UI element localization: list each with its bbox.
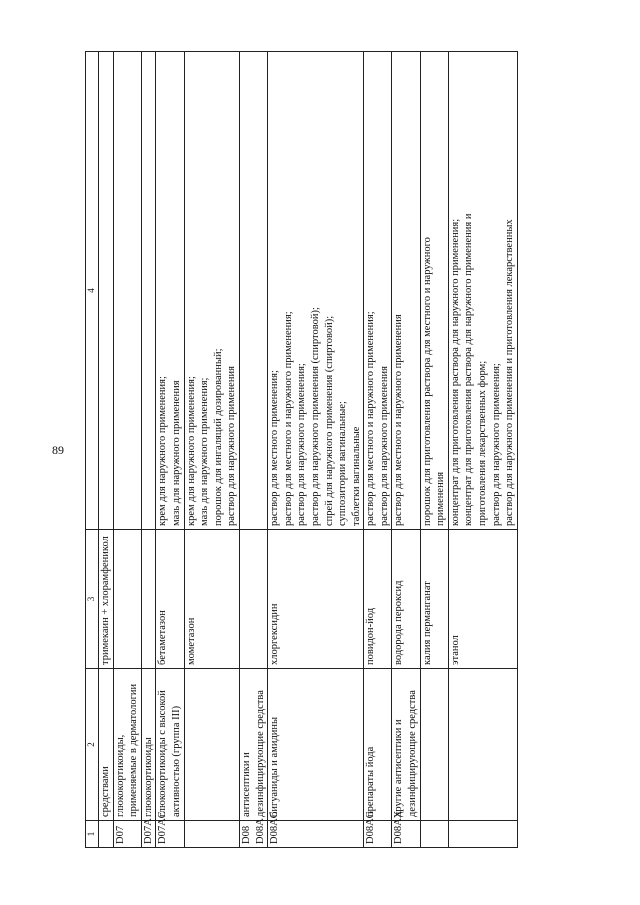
table-row xyxy=(268,52,364,848)
drug-name-cell xyxy=(239,530,267,669)
rotated-table-container xyxy=(85,58,525,848)
dosage-forms-cell xyxy=(392,52,420,530)
table-row xyxy=(448,52,517,848)
atc-code-cell: D07 xyxy=(113,821,141,848)
atc-code-cell: D08AG xyxy=(364,821,392,848)
group-cell xyxy=(184,669,239,821)
drug-name-cell: тримекаин + хлорамфеникол xyxy=(99,530,114,669)
drug-name-cell: хлоргексидин xyxy=(268,530,364,669)
table-row xyxy=(156,52,184,848)
dosage-forms-cell xyxy=(239,52,267,530)
atc-code-cell: D08 D08A xyxy=(239,821,267,848)
group-cell: другие антисептики и дезинфицирующие средства xyxy=(392,669,420,821)
drug-name-cell xyxy=(141,530,156,669)
dosage-forms-cell xyxy=(156,52,184,530)
table-row xyxy=(141,52,156,848)
dosage-forms-cell xyxy=(448,52,517,530)
group-cell: глюкокортикоиды xyxy=(141,669,156,821)
drug-name-cell: этанол xyxy=(448,530,517,669)
column-header-2: 2 xyxy=(86,669,99,821)
drug-table xyxy=(85,51,518,848)
table-row xyxy=(113,52,141,848)
dosage-form-line: крем для наружного применения; мазь для наружного применения xyxy=(157,376,182,526)
atc-code-cell xyxy=(184,821,239,848)
group-cell: препараты йода xyxy=(364,669,392,821)
group-cell: антисептики и дезинфицирующие средства xyxy=(239,669,267,821)
group-cell: бигуаниды и амидины xyxy=(268,669,364,821)
dosage-forms-cell xyxy=(141,52,156,530)
dosage-form-line: раствор для местного и наружного применения; раствор для наружного применения xyxy=(365,311,390,526)
atc-code-cell: D07AC xyxy=(156,821,184,848)
atc-code-cell xyxy=(99,821,114,848)
atc-code-cell: D08AC xyxy=(268,821,364,848)
group-cell: средствами xyxy=(99,669,114,821)
group-cell xyxy=(420,669,448,821)
atc-code-cell xyxy=(448,821,517,848)
dosage-form-line: раствор для местного и наружного применения xyxy=(393,314,405,526)
atc-code-cell: D07A xyxy=(141,821,156,848)
atc-code-cell xyxy=(420,821,448,848)
dosage-form-line: порошок для приготовления раствора для местного и наружного применения xyxy=(421,237,447,526)
dosage-forms-cell xyxy=(113,52,141,530)
dosage-form-line: концентрат для приготовления раствора для наружного применения; концентрат для приготовления раствора для наружного применения и приготовления лекарственных форм; раствор для наружного применения; раствор для наружного применения и приготовления лекарственных xyxy=(449,213,516,526)
drug-name-cell: бетаметазон xyxy=(156,530,184,669)
table-row xyxy=(239,52,267,848)
column-header-1: 1 xyxy=(86,821,99,848)
drug-name-cell: водорода пероксид xyxy=(392,530,420,669)
group-cell: глюкокортикоиды, применяемые в дерматологии xyxy=(113,669,141,821)
dosage-forms-cell xyxy=(268,52,364,530)
table-row xyxy=(364,52,392,848)
header-row xyxy=(86,52,99,848)
group-cell: глюкокортикоиды с высокой активностью (группа III) xyxy=(156,669,184,821)
column-header-3: 3 xyxy=(86,530,99,669)
drug-name-cell xyxy=(113,530,141,669)
atc-code-cell: D08AX xyxy=(392,821,420,848)
dosage-forms-cell xyxy=(184,52,239,530)
table-row xyxy=(420,52,448,848)
table-row xyxy=(99,52,114,848)
drug-name-cell: мометазон xyxy=(184,530,239,669)
table-row xyxy=(392,52,420,848)
column-header-4: 4 xyxy=(86,52,99,530)
drug-name-cell: калия перманганат xyxy=(420,530,448,669)
page-number: 89 xyxy=(52,443,64,457)
group-cell xyxy=(448,669,517,821)
dosage-forms-cell xyxy=(364,52,392,530)
drug-name-cell: повидон-йод xyxy=(364,530,392,669)
dosage-form-line: крем для наружного применения; мазь для наружного применения; порошок для ингаляций дозированный; раствор для наружного применения xyxy=(185,348,238,526)
dosage-forms-cell xyxy=(99,52,114,530)
table-row xyxy=(184,52,239,848)
dosage-form-line: раствор для местного применения; раствор для местного и наружного применения; раствор для наружного применения; раствор для наружного применения (спиртовой); спрей для наружного применения (спиртовой); суппозитории вагинальные; таблетки вагинальные xyxy=(269,307,362,526)
dosage-forms-cell xyxy=(420,52,448,530)
